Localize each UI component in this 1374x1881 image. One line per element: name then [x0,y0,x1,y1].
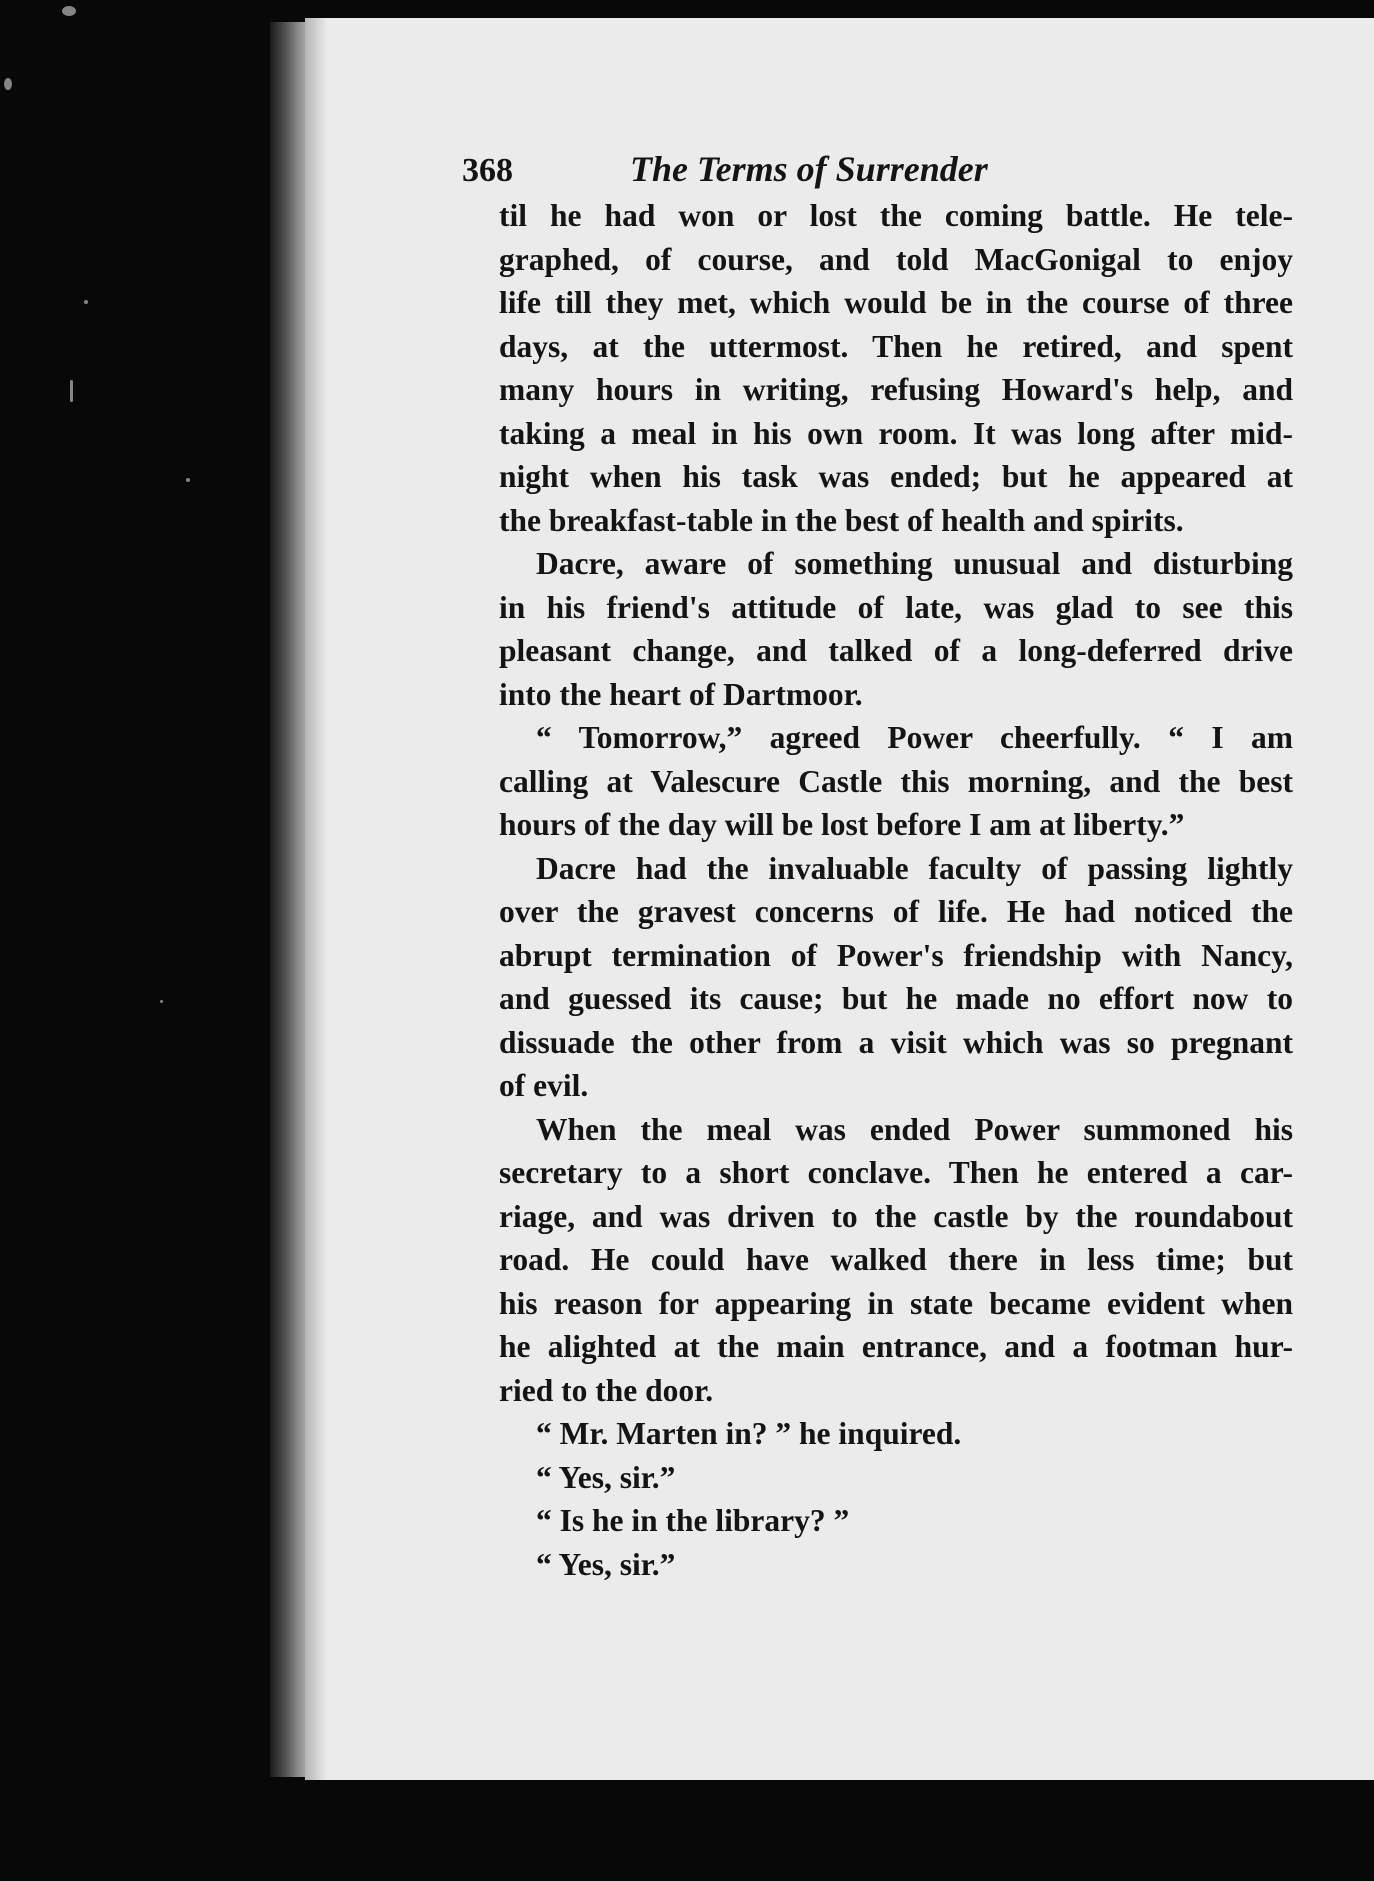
paragraph [462,194,1293,542]
text-line: and guessed its cause; but he made no effort now to [499,981,1293,1016]
text-line: Dacre had the invaluable faculty of passing lightly [536,850,1293,886]
text-line: in his friend's attitude of late, was glad to see this [499,589,1293,625]
text-line: night when his task was ended; but he appeared at [499,459,1293,494]
text-line: Dacre, aware of something unusual and disturbing [536,546,1293,581]
text-line: many hours in writing, refusing Howard's help, and [499,372,1293,407]
scan-speck [4,78,12,90]
page-text [462,148,1293,1586]
text-line: of evil. [499,1068,589,1103]
text-line: “ Is he in the library? ” [536,1503,850,1538]
paragraph [462,716,1293,847]
text-line: hours of the day will be lost before I am at liberty.” [499,807,1185,842]
paragraph [462,1456,1293,1500]
scan-speck [62,6,76,16]
text-line: abrupt termination of Power's friendship with Nancy, [499,937,1293,973]
text-line: he alighted at the main entrance, and a footman hur- [499,1329,1293,1364]
text-line: over the gravest concerns of life. He had noticed the [499,894,1293,929]
text-line: graphed, of course, and told MacGonigal to enjoy [499,241,1293,277]
text-line: the breakfast-table in the best of health and spirits. [499,502,1184,538]
scan-speck [160,1000,163,1003]
text-line: “ Mr. Marten in? ” he inquired. [536,1416,962,1451]
text-line: days, at the uttermost. Then he retired, and spent [499,328,1293,364]
scan-speck [84,300,88,304]
running-title: The Terms of Surrender [630,149,988,189]
text-line: “ Yes, sir.” [536,1459,676,1495]
text-line: pleasant change, and talked of a long-deferred drive [499,633,1293,668]
scan-speck [70,380,73,402]
text-line: ried to the door. [499,1372,714,1408]
text-line: secretary to a short conclave. Then he entered a car- [499,1155,1293,1190]
text-line: taking a meal in his own room. It was long after mid- [499,415,1293,451]
scan-speck [186,478,190,482]
running-head [462,148,1293,200]
text-line: “ Tomorrow,” agreed Power cheerfully. “ I am [536,720,1293,755]
paragraph [462,542,1293,716]
text-line: dissuade the other from a visit which was so pregnant [499,1024,1293,1060]
paragraph [462,1412,1293,1456]
page-number: 368 [462,152,513,189]
text-line: “ Yes, sir.” [536,1546,676,1582]
paragraph [462,1108,1293,1413]
paragraph [462,1499,1293,1543]
text-line: road. He could have walked there in less time; but [499,1242,1293,1277]
text-line: his reason for appearing in state became evident when [499,1285,1293,1321]
text-line: til he had won or lost the coming battle. He tele- [499,198,1293,233]
text-line: When the meal was ended Power summoned his [536,1111,1293,1147]
text-line: into the heart of Dartmoor. [499,676,863,712]
paragraph [462,847,1293,1108]
text-line: calling at Valescure Castle this morning, and the best [499,763,1293,799]
body-text [462,194,1293,1586]
text-line: life till they met, which would be in the course of three [499,285,1293,320]
paragraph [462,1543,1293,1587]
text-line: riage, and was driven to the castle by the roundabout [499,1198,1293,1234]
book-page [305,18,1374,1780]
